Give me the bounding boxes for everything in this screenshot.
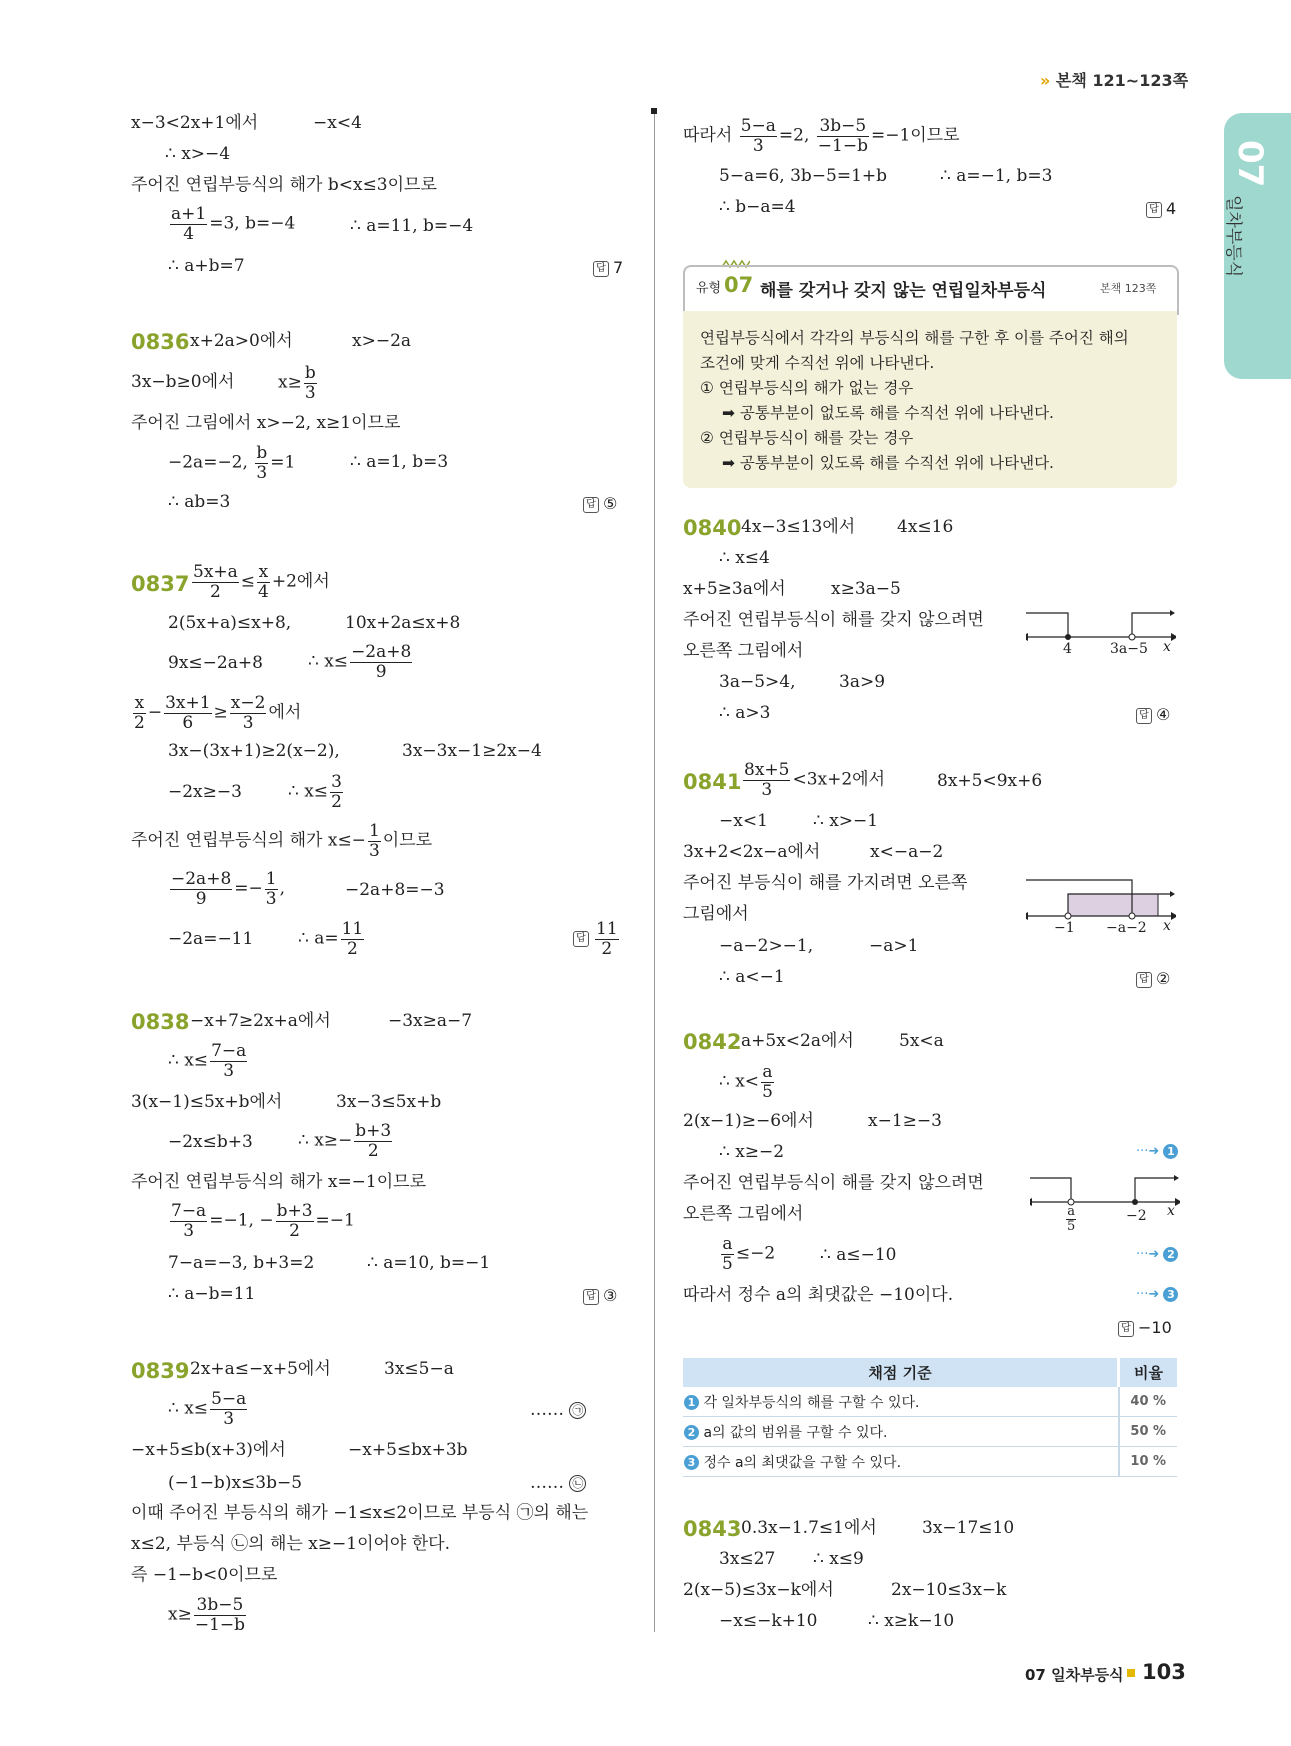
equation: $\frac{x}{2}$ − $\frac{3x+1}{6}$ ≥ $\frac{x-2}{3}$ 에서 — [134, 693, 302, 733]
line: 3x−17≤10 — [922, 1518, 1015, 1538]
answer-icon: 답 — [583, 497, 599, 513]
answer: 답 ② — [1136, 969, 1170, 988]
line: ∴ a−b=11 — [168, 1284, 256, 1304]
answer-icon: 답 — [1136, 972, 1152, 988]
line: 오른쪽 그림에서 — [683, 1204, 804, 1224]
table-header: 비율 — [1119, 1358, 1178, 1387]
footer-square-icon — [1127, 1669, 1135, 1677]
answer-icon: 답 — [1118, 1321, 1134, 1337]
line: x+5≥3a에서 — [683, 579, 786, 599]
line: ∴ x≤9 — [813, 1549, 864, 1569]
line: ∴ a≤−10 — [820, 1245, 897, 1265]
line: ∴ x>−4 — [165, 144, 231, 164]
chapter-tab-number: 07 — [1230, 140, 1270, 188]
tick-label: −1 — [1054, 920, 1075, 936]
line: 3a>9 — [839, 672, 886, 692]
line: a+5x<2a에서 — [741, 1031, 854, 1051]
problem-number: 0836 — [131, 330, 190, 354]
line: 5−a=6, 3b−5=1+b — [719, 166, 888, 186]
equation: 따라서 $\frac{5-a}{3}$ =2, $\frac{3b-5}{-1-b}$ =−1이므로 — [683, 116, 960, 156]
problem-number: 0840 — [683, 516, 742, 540]
page-number: 103 — [1142, 1660, 1186, 1684]
problem-number: 0839 — [131, 1359, 190, 1383]
line: 2x−10≤3x−k — [891, 1580, 1007, 1600]
number-line-figure — [1026, 607, 1176, 657]
footer-chapter: 07 일차부등식 — [1025, 1666, 1124, 1684]
tick-label: −2 — [1126, 1208, 1147, 1224]
answer-icon: 답 — [593, 261, 609, 277]
line: x≤2, 부등식 ㉡의 해는 x≥−1이어야 한다. — [131, 1534, 451, 1554]
line: 3x−3x−1≥2x−4 — [402, 741, 542, 761]
line: 4x−3≤13에서 — [741, 517, 856, 537]
equation: x≥ $\frac{b}{3}$ — [278, 363, 316, 403]
equation: $\frac{a}{5}$ ≤−2 — [722, 1234, 776, 1274]
line: ∴ x>−1 — [813, 811, 879, 831]
table-row: 2 a의 값의 범위를 구할 수 있다. 50 % — [683, 1417, 1177, 1447]
chapter-tab-title: 일차부등식 — [1223, 195, 1243, 278]
scoring-table — [683, 1358, 1177, 1477]
line: ∴ x≥k−10 — [868, 1611, 955, 1631]
line: ∴ b−a=4 — [719, 197, 796, 217]
line: 2(5x+a)≤x+8, — [168, 613, 292, 633]
tick-label: 3a−5 — [1110, 641, 1148, 657]
tip-line: ➡ 공통부분이 없도록 해를 수직선 위에 나타낸다. — [722, 404, 1054, 422]
equation: ∴ x≥− $\frac{b+3}{2}$ — [298, 1121, 392, 1161]
equation-marker: …… ㉡ — [530, 1475, 586, 1492]
table-row: 3 정수 a의 최댓값을 구할 수 있다. 10 % — [683, 1447, 1177, 1477]
line: −2a+8=−3 — [345, 880, 445, 900]
type-number: 07 — [724, 273, 754, 297]
table-header: 채점 기준 — [683, 1358, 1119, 1387]
equation: ∴ a= $\frac{11}{2}$ — [298, 919, 364, 959]
answer-icon: 답 — [1146, 202, 1162, 218]
problem-number: 0843 — [683, 1517, 742, 1541]
axis-label: x — [1163, 639, 1171, 655]
line: 0.3x−1.7≤1에서 — [741, 1518, 877, 1538]
line: (−1−b)x≤3b−5 — [168, 1473, 303, 1493]
line: x>−2a — [352, 331, 412, 351]
step-marker: ···➜ 2 — [1136, 1247, 1178, 1262]
column-divider — [654, 110, 655, 1632]
line: ∴ ab=3 — [168, 492, 231, 512]
line: −x≤−k+10 — [719, 1611, 818, 1631]
tip-line: ② 연립부등식이 해를 갖는 경우 — [700, 429, 914, 447]
line: 8x+5<9x+6 — [937, 771, 1043, 791]
number-line-figure — [1026, 870, 1176, 920]
equation-marker: …… ㉠ — [530, 1402, 586, 1419]
line: 따라서 정수 a의 최댓값은 −10이다. — [683, 1285, 954, 1305]
line: ∴ x≤4 — [719, 548, 770, 568]
step-marker: ···➜ 1 — [1136, 1144, 1178, 1159]
line: 5x<a — [899, 1031, 944, 1051]
step-marker: ···➜ 3 — [1136, 1287, 1178, 1302]
double-chevron-icon: » — [1040, 71, 1051, 90]
answer-icon: 답 — [1136, 708, 1152, 724]
problem-number: 0842 — [683, 1030, 742, 1054]
line: x−3<2x+1에서 — [131, 113, 259, 133]
answer: 답 7 — [593, 258, 623, 277]
line: 이때 주어진 부등식의 해가 −1≤x≤2이므로 부등식 ㉠의 해는 — [131, 1503, 589, 1523]
line: −x+5≤bx+3b — [348, 1440, 468, 1460]
equation: ∴ x≤ $\frac{7-a}{3}$ — [168, 1041, 247, 1081]
line: ∴ a>3 — [719, 703, 771, 723]
equation: ∴ x< $\frac{a}{5}$ — [719, 1062, 773, 1102]
line: x−1≥−3 — [868, 1111, 942, 1131]
equation: $\frac{a+1}{4}$ =3, b=−4 — [171, 204, 296, 244]
axis-label: x — [1167, 1203, 1175, 1219]
tick-label: $\frac{a}{5}$ — [1067, 1204, 1076, 1235]
equation: $\frac{8x+5}{3}$ <3x+2에서 — [744, 760, 886, 800]
answer: 답 ④ — [1136, 705, 1170, 724]
line: 주어진 연립부등식이 해를 갖지 않으려면 — [683, 610, 984, 630]
equation: $\frac{5x+a}{2}$ ≤ $\frac{x}{4}$ +2에서 — [193, 562, 330, 602]
line: −2x≥−3 — [168, 782, 242, 802]
equation: ∴ x≤ $\frac{5-a}{3}$ — [168, 1389, 247, 1429]
line: 4x≤16 — [897, 517, 954, 537]
answer: 답 4 — [1146, 199, 1176, 218]
line: 3a−5>4, — [719, 672, 796, 692]
type-ref: 본책 123쪽 — [1100, 282, 1157, 295]
line: 10x+2a≤x+8 — [345, 613, 461, 633]
type-label: 유형 — [696, 281, 722, 296]
divider-dot — [651, 108, 657, 114]
tip-line: 조건에 맞게 수직선 위에 나타낸다. — [700, 354, 935, 372]
line: 3x−3≤5x+b — [336, 1092, 442, 1112]
line: ∴ a<−1 — [719, 967, 785, 987]
tip-line: ➡ 공통부분이 있도록 해를 수직선 위에 나타낸다. — [722, 454, 1054, 472]
answer: 답 $\frac{11}{2}$ — [573, 920, 621, 958]
line: −a−2>−1, — [719, 936, 814, 956]
table-row: 1 각 일차부등식의 해를 구할 수 있다. 40 % — [683, 1387, 1177, 1417]
line: 주어진 연립부등식의 해가 b<x≤3이므로 — [131, 175, 437, 195]
tick-label: 4 — [1063, 641, 1072, 657]
equation: x≥ $\frac{3b-5}{-1-b}$ — [168, 1595, 246, 1635]
type-title: 해를 갖거나 갖지 않는 연립일차부등식 — [760, 281, 1047, 301]
line: −3x≥a−7 — [388, 1011, 473, 1031]
axis-label: x — [1163, 918, 1171, 934]
line: 주어진 연립부등식이 해를 갖지 않으려면 — [683, 1173, 984, 1193]
line: 2x+a≤−x+5에서 — [190, 1359, 331, 1379]
line: 3x≤27 — [719, 1549, 776, 1569]
tip-line: 연립부등식에서 각각의 부등식의 해를 구한 후 이를 주어진 해의 — [700, 329, 1129, 347]
answer-icon: 답 — [583, 1289, 599, 1305]
line: 2(x−5)≤3x−k에서 — [683, 1580, 834, 1600]
line: 주어진 연립부등식의 해가 x=−1이므로 — [131, 1172, 427, 1192]
line: 9x≤−2a+8 — [168, 653, 263, 673]
line: ∴ a=−1, b=3 — [940, 166, 1053, 186]
problem-number: 0838 — [131, 1010, 190, 1034]
line: −2a=−11 — [168, 929, 254, 949]
line: 주어진 부등식이 해를 가지려면 오른쪽 — [683, 873, 968, 893]
line: 7−a=−3, b+3=2 — [168, 1253, 315, 1273]
tick-label: −a−2 — [1106, 920, 1147, 936]
number-line-figure — [1030, 1170, 1180, 1212]
line: −2x≤b+3 — [168, 1132, 253, 1152]
line: x<−a−2 — [870, 842, 944, 862]
equation: 주어진 연립부등식의 해가 x≤− $\frac{1}{3}$ 이므로 — [131, 821, 433, 861]
line: −a>1 — [869, 936, 919, 956]
line: 주어진 그림에서 x>−2, x≥1이므로 — [131, 413, 401, 433]
problem-number: 0841 — [683, 770, 742, 794]
equation: $\frac{7-a}{3}$ =−1, − $\frac{b+3}{2}$ =−1 — [171, 1201, 355, 1241]
line: 3x+2<2x−a에서 — [683, 842, 821, 862]
tip-line: ① 연립부등식의 해가 없는 경우 — [700, 379, 914, 397]
equation: −2a=−2, $\frac{b}{3}$ =1 — [168, 443, 296, 483]
line: −x<4 — [313, 113, 362, 133]
answer: 답 ⑤ — [583, 494, 617, 513]
problem-number: 0837 — [131, 572, 190, 596]
line: ∴ a=11, b=−4 — [350, 216, 474, 236]
answer: 답 −10 — [1118, 1318, 1172, 1337]
equation: ∴ x≤ $\frac{-2a+8}{9}$ — [308, 642, 412, 682]
line: ∴ a=10, b=−1 — [367, 1253, 491, 1273]
answer-icon: 답 — [573, 931, 589, 947]
equation: $\frac{-2a+8}{9}$ =− $\frac{1}{3}$ , — [171, 869, 285, 909]
line: 3x−(3x+1)≥2(x−2), — [168, 741, 340, 761]
line: 오른쪽 그림에서 — [683, 641, 804, 661]
line: ∴ a=1, b=3 — [350, 452, 449, 472]
line: −x+5≤b(x+3)에서 — [131, 1440, 286, 1460]
line: −x<1 — [719, 811, 768, 831]
line: 3x≤5−a — [384, 1359, 454, 1379]
line: x+2a>0에서 — [190, 331, 293, 351]
line: x≥3a−5 — [831, 579, 901, 599]
answer: 답 ③ — [583, 1286, 617, 1305]
line: ∴ a+b=7 — [168, 256, 245, 276]
equation: ∴ x≤ $\frac{3}{2}$ — [288, 772, 342, 812]
line: 3x−b≥0에서 — [131, 372, 235, 392]
line: 그림에서 — [683, 904, 749, 924]
line: 2(x−1)≥−6에서 — [683, 1111, 814, 1131]
line: 즉 −1−b<0이므로 — [131, 1565, 278, 1585]
page-ref: » 본책 121~123쪽 — [1040, 71, 1189, 90]
line: −x+7≥2x+a에서 — [190, 1011, 331, 1031]
line: 3(x−1)≤5x+b에서 — [131, 1092, 283, 1112]
line: ∴ x≥−2 — [719, 1142, 785, 1162]
